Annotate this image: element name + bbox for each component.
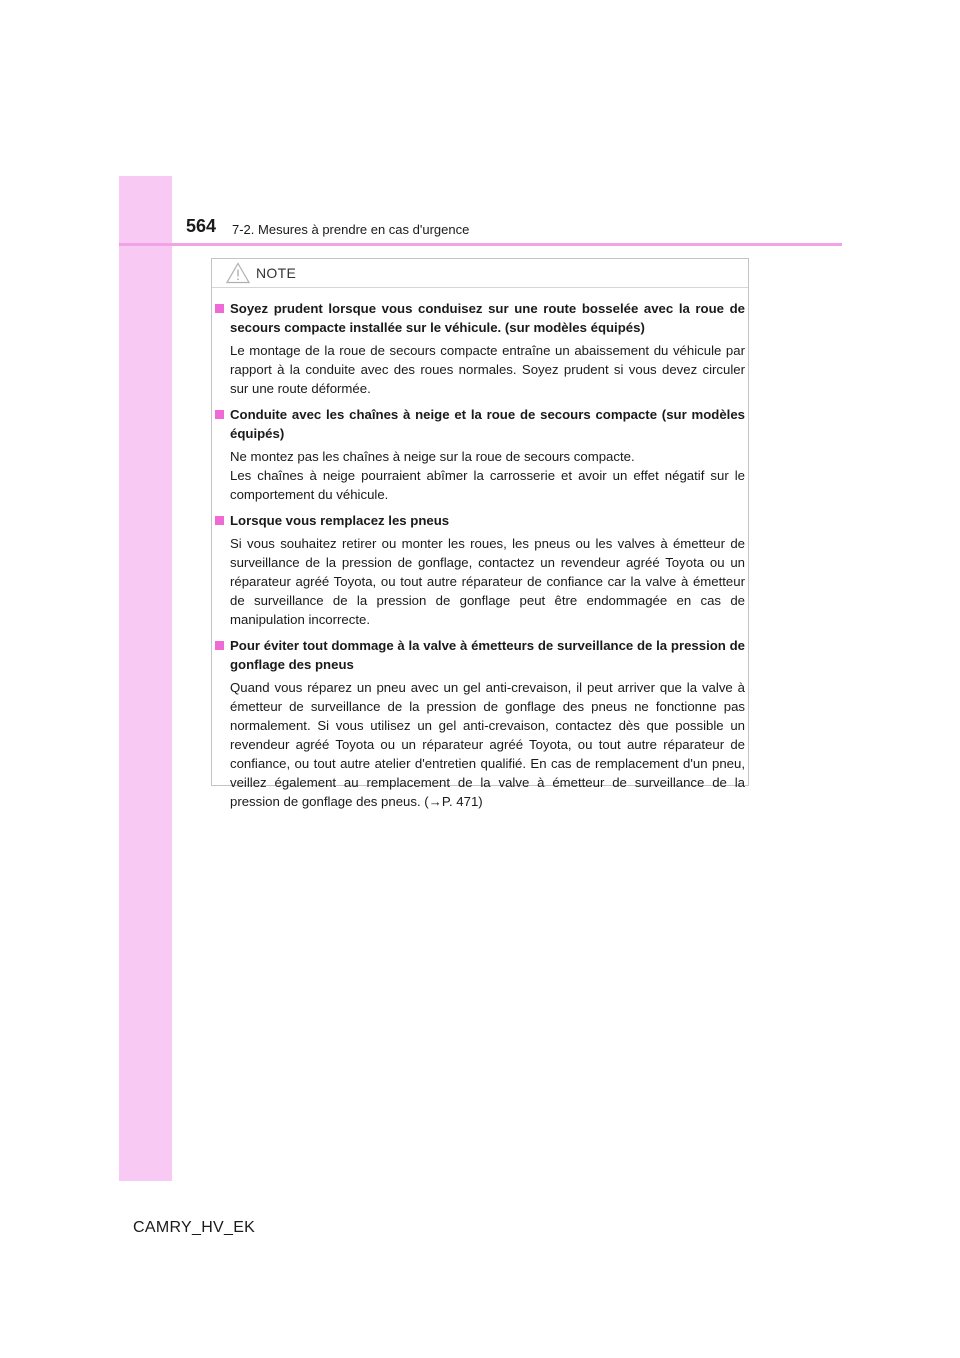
note-paragraph: Ne montez pas les chaînes à neige sur la roue de secours compacte. [230,449,635,464]
note-divider [212,287,748,288]
note-item [215,636,745,811]
square-bullet-icon [215,516,224,525]
note-item-title-text: Soyez prudent lorsque vous conduisez sur une route bosselée avec la roue de secours compacte installée sur le véhicule. (sur modèles équipés) [230,301,745,335]
section-title: 7-2. Mesures à prendre en cas d'urgence [232,222,470,237]
page-number: 564 [186,216,217,236]
note-item-title-text: Lorsque vous remplacez les pneus [230,513,450,528]
warning-triangle-icon [226,262,250,284]
note-item-body [215,678,745,811]
note-item-body [215,341,745,398]
note-item-body [215,447,745,504]
square-bullet-icon [215,410,224,419]
note-item [215,299,745,398]
note-items [215,299,745,818]
note-item-body [215,534,745,629]
side-color-band [119,176,172,1181]
note-paragraph: Si vous souhaitez retirer ou monter les roues, les pneus ou les valves à émetteur de surveillance de la pression de gonflage, contactez un revendeur agréé Toyota ou un réparateur agréé Toyota, ou tout autre réparateur de confiance car la valve à émetteur de surveillance de la pression de gonflage peut être endommagée en cas de manipulation incorrecte. [230,536,745,627]
square-bullet-icon [215,641,224,650]
note-paragraph: Quand vous réparez un pneu avec un gel anti-crevaison, il peut arriver que la valve à émetteur de surveillance de la pression de gonflage des pneus ne fonctionne pas normalement. Si vous utilisez un gel anti-crevaison, contactez dès que possible un revendeur agréé Toyota ou un réparateur agréé Toyota, ou tout autre réparateur de confiance, ou tout autre atelier d'entretien qualifié. En cas de remplacement d'un pneu, veillez également au remplacement de la valve à émetteur de surveillance de la pression de gonflage des pneus. (→P. 471) [230,680,745,809]
note-item [215,511,745,629]
note-item-title [215,299,745,337]
note-paragraph: Les chaînes à neige pourraient abîmer la carrosserie et avoir un effet négatif sur le comportement du véhicule. [230,468,745,502]
note-item-title [215,636,745,674]
footer-code: CAMRY_HV_EK [133,1219,256,1236]
header-rule [119,243,842,246]
note-item-title-text: Pour éviter tout dommage à la valve à émetteurs de surveillance de la pression de gonflage des pneus [230,638,745,672]
square-bullet-icon [215,304,224,313]
note-header [226,259,296,287]
note-item [215,405,745,504]
note-item-title [215,405,745,443]
note-label: NOTE [256,265,297,281]
note-paragraph: Le montage de la roue de secours compacte entraîne un abaissement du véhicule par rapport à la conduite avec des roues normales. Soyez prudent si vous devez circuler sur une route déformée. [230,343,745,396]
note-item-title-text: Conduite avec les chaînes à neige et la roue de secours compacte (sur modèles équipés) [230,407,745,441]
note-box [211,258,749,809]
note-item-title [215,511,745,530]
